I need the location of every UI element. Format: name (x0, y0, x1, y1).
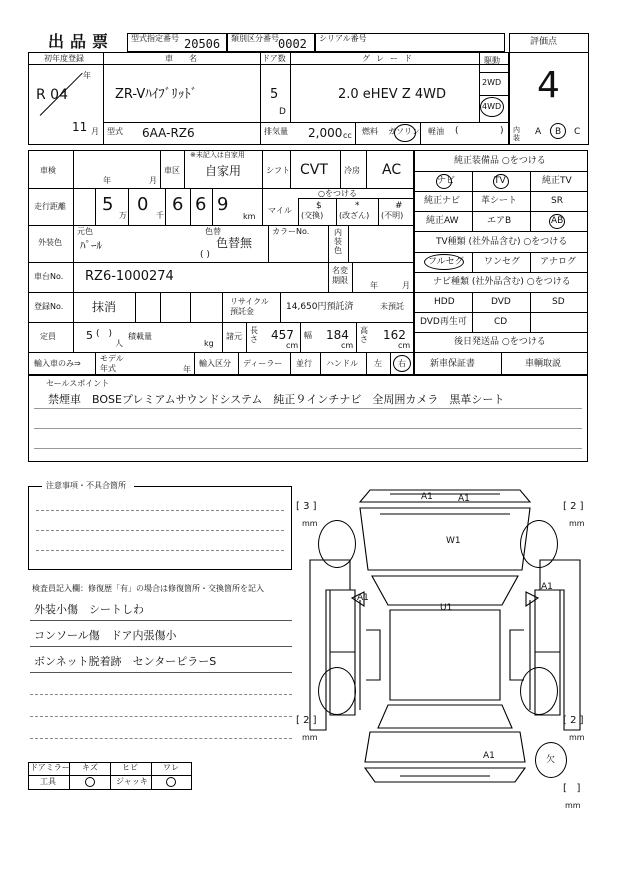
tools-jack: ジャッキ (116, 777, 148, 786)
drive-4wd: 4WD (482, 102, 502, 111)
displacement: 2,000 (308, 126, 343, 140)
tire-rear-left (318, 667, 356, 715)
first-reg-label: 初年度登録 (44, 54, 84, 63)
recycle: 14,650円預託済 (286, 302, 354, 312)
note-line3: ボンネット脱着跡 センターピラーS (34, 655, 217, 668)
handle-label: ハンドル (326, 359, 358, 368)
tire-depth-br: [ 2 ] (563, 715, 584, 726)
registration-label: 登録No. (34, 302, 64, 311)
drive-4wd-circle (480, 97, 504, 117)
color-label: 外装色 (38, 238, 62, 247)
chassis: RZ6-1000274 (85, 269, 174, 284)
car-name-label: 車名 (165, 54, 213, 63)
inspector-note: 検査員記入欄：修復歴「有」の場合は修復箇所・交換箇所を記入 (32, 584, 264, 593)
fuel-light: 軽油 (428, 127, 444, 136)
height: 162 (383, 328, 406, 342)
later-header: 後日発送品 ○をつける (454, 337, 546, 347)
tire-depth-tl: [ 3 ] (296, 501, 317, 512)
km-unit: km (243, 212, 256, 221)
model-no-label: 型式指定番号 (131, 34, 179, 43)
model-no: 20506 (184, 37, 221, 51)
equip-navi-circle (436, 174, 452, 189)
serial-label: シリアル番号 (319, 34, 367, 43)
mileage-d1: 5 (102, 194, 114, 215)
altered: (改ざん) (339, 211, 370, 220)
interior-c: C (574, 127, 581, 137)
equip-airbag: エアB (487, 216, 512, 226)
tire-depth-tl-unit: mm (302, 519, 318, 528)
fuel-gas-circle (394, 124, 416, 142)
mileage-d5: 9 (217, 194, 229, 215)
man-unit: 万 (119, 211, 127, 220)
length-cm: cm (286, 341, 299, 350)
mileage-d4: 6 (195, 194, 207, 215)
fuel-label: 燃料 (362, 127, 378, 136)
import-type-label: 輸入区分 (199, 359, 231, 368)
spare-depth: [ ] (563, 783, 581, 794)
tire-front-right (520, 520, 558, 568)
width: 184 (326, 328, 349, 342)
dmg-a1-right: A1 (541, 582, 553, 592)
dollar: $ (316, 201, 322, 211)
tv-oneseg: ワンセグ (484, 257, 521, 267)
color-paren: ( ) (200, 250, 210, 260)
tools-tool-check (85, 777, 95, 787)
first-reg-month: 11 (72, 120, 88, 134)
ac: AC (382, 162, 402, 178)
fuel-paren-l: ( (455, 126, 459, 136)
tv-fullseg: フルセグ (428, 257, 464, 267)
doors: 5 (270, 87, 279, 102)
hash: # (395, 201, 403, 211)
usage-note: ※未記入は自家用 (190, 151, 245, 159)
capacity-label: 定員 (40, 332, 56, 341)
notes-label: 注意事項・不具合箇所 (46, 481, 126, 490)
interior-label: 内装 (513, 126, 520, 142)
mile-label: マイル (268, 206, 292, 215)
score: 4 (537, 65, 560, 106)
tire-depth-tr-unit: mm (569, 519, 585, 528)
month-unit: 月 (91, 127, 99, 136)
dmg-a1-bottom: A1 (483, 751, 495, 761)
import-label: 輸入車のみ⇒ (34, 359, 81, 368)
grade: 2.0 eHEV Z 4WD (338, 87, 446, 102)
tire-depth-tr: [ 2 ] (563, 501, 584, 512)
spare-depth-unit: mm (565, 801, 581, 810)
spare-missing: 欠 (546, 755, 556, 765)
equip-ab: AB (551, 216, 564, 226)
equip-ab-circle (549, 214, 565, 229)
mileage-label: 走行距離 (34, 202, 66, 211)
dmg-a1-top1: A1 (421, 492, 433, 502)
capacity: 5 (86, 329, 93, 342)
tv-fullseg-circle (424, 254, 464, 270)
insp-month-unit: 月 (149, 176, 157, 185)
shift-label: シフト (266, 166, 290, 175)
tools-h-mirror: ドアミラー (30, 763, 70, 772)
doors-label: ドア数 (262, 54, 286, 63)
later-warranty: 新車保証書 (430, 359, 476, 369)
asterisk: * (355, 201, 360, 211)
inspection-label: 車検 (40, 166, 56, 175)
tools-h-scratch: キズ (82, 763, 98, 772)
navi-hdd: HDD (434, 297, 455, 307)
score-label: 評価点 (530, 37, 558, 47)
fuel-paren-r: ) (500, 126, 504, 136)
interior-a: A (535, 127, 542, 137)
capacity-unit: 人 (115, 339, 123, 348)
shift: CVT (300, 162, 328, 178)
height-cm: cm (398, 341, 411, 350)
year-unit: 年 (83, 71, 91, 80)
displacement-label: 排気量 (264, 127, 288, 136)
navi-dvd-play: DVD再生可 (420, 317, 467, 327)
dmg-a1-left: A1 (357, 593, 369, 603)
tools-h-break: ワレ (163, 763, 179, 772)
color-no-label: 色替 (205, 227, 221, 236)
equip-sr: SR (551, 196, 563, 206)
class-no: 0002 (278, 37, 307, 51)
tools-tool: 工具 (40, 777, 56, 786)
interior-b: B (555, 127, 562, 137)
navi-sd: SD (552, 297, 565, 307)
load-label: 積載量 (128, 332, 152, 341)
color-code-label: カラーNo. (272, 227, 310, 236)
unknown: (不明) (381, 211, 404, 220)
equipment-header: 純正装備品 ○をつける (454, 156, 546, 166)
nc-month-unit: 月 (402, 281, 410, 290)
doc-title: 出品票 (48, 32, 115, 51)
exchange: (交換) (301, 211, 324, 220)
equip-genuine-aw: 純正AW (426, 216, 459, 226)
drive-label: 駆動 (484, 56, 500, 65)
navi-header: ナビ種類 (社外品含む) ○をつける (433, 277, 571, 287)
tools-jack-check (166, 777, 176, 787)
name-change-label: 名変期限 (332, 266, 348, 285)
width-label: 幅 (304, 331, 312, 340)
mileage-d3: 6 (172, 194, 184, 215)
dmg-w1: W1 (446, 536, 461, 546)
equip-genuine-navi: 純正ナビ (424, 196, 461, 206)
fuel-gas: ガソリン (388, 127, 420, 136)
navi-cd: CD (494, 317, 508, 327)
cc-unit: cc (343, 131, 352, 140)
first-reg-year: R 04 (36, 87, 68, 103)
chassis-label: 車台No. (34, 272, 64, 281)
nc-year-unit: 年 (370, 281, 378, 290)
model-year-unit: 年 (183, 365, 191, 374)
class-no-label: 類別区分番号 (231, 34, 279, 43)
ac-label: 冷房 (344, 166, 360, 175)
width-cm: cm (341, 341, 354, 350)
grade-label: グレード (362, 54, 418, 63)
dmg-a1-top2: A1 (458, 494, 470, 504)
orig-color: ﾊﾟｰﾙ (80, 239, 102, 252)
length-label: 長さ (250, 326, 258, 344)
tire-rear-right (520, 667, 558, 715)
handle-left: 左 (374, 359, 382, 368)
equip-tv: TV (494, 176, 506, 186)
sales-text: 禁煙車 BOSEプレミアムサウンドシステム 純正９インチナビ 全周囲カメラ 黒革シート (48, 393, 505, 406)
capacity-paren: ( ) (96, 329, 113, 339)
color-change: 色替無 (216, 236, 253, 250)
dealer: ディーラー (243, 359, 283, 368)
equip-leather: 革シート (481, 196, 518, 206)
length: 457 (271, 328, 294, 342)
usage: 自家用 (205, 164, 242, 178)
dmg-u1: U1 (440, 603, 453, 613)
handle-right: 右 (398, 359, 406, 368)
recycle-unpaid: 未預託 (380, 302, 404, 311)
equip-genuine-tv: 純正TV (542, 176, 572, 186)
tire-depth-br-unit: mm (569, 733, 585, 742)
kg-unit: kg (204, 339, 214, 348)
model-year-label: モデル年式 (100, 354, 124, 373)
interior-color-label: 内装色 (334, 228, 342, 255)
equip-navi: ナビ (437, 176, 456, 186)
dims-label: 諸元 (226, 332, 242, 341)
mileage-d2: 0 (137, 194, 149, 215)
tire-depth-bl: [ 2 ] (296, 715, 317, 726)
car-name: ZR-Vﾊｲﾌﾞﾘｯﾄﾞ (115, 87, 198, 102)
mileage-type-note: ○をつける (318, 189, 357, 198)
doors-sub: D (279, 107, 286, 117)
drive-2wd: 2WD (482, 78, 502, 87)
tire-depth-bl-unit: mm (302, 733, 318, 742)
recycle-label: リサイクル預託金 (230, 297, 269, 316)
later-manual: 車輌取説 (525, 359, 562, 369)
sen-unit: 千 (156, 211, 164, 220)
registration: 抹消 (92, 300, 117, 314)
note-line2: コンソール傷 ドア内張傷小 (34, 629, 177, 642)
parallel: 並行 (296, 359, 312, 368)
tv-analog: アナログ (540, 257, 577, 267)
tools-h-crack: ヒビ (122, 763, 138, 772)
orig-color-label: 元色 (77, 227, 93, 236)
equip-tv-circle (493, 174, 509, 189)
category-label: 車区 (164, 166, 180, 175)
model-type-label: 型式 (107, 127, 123, 136)
note-line1: 外装小傷 シートしわ (34, 603, 144, 616)
navi-dvd: DVD (491, 297, 511, 307)
interior-b-circle (550, 123, 566, 139)
model-type: 6AA-RZ6 (142, 126, 195, 140)
notes-box (28, 486, 292, 570)
handle-right-circle (393, 355, 411, 372)
height-label: 高さ (360, 326, 368, 344)
tire-front-left (318, 520, 356, 568)
sales-label: セールスポイント (46, 379, 110, 388)
tv-header: TV種類 (社外品含む) ○をつける (436, 237, 568, 247)
insp-year-unit: 年 (103, 176, 111, 185)
